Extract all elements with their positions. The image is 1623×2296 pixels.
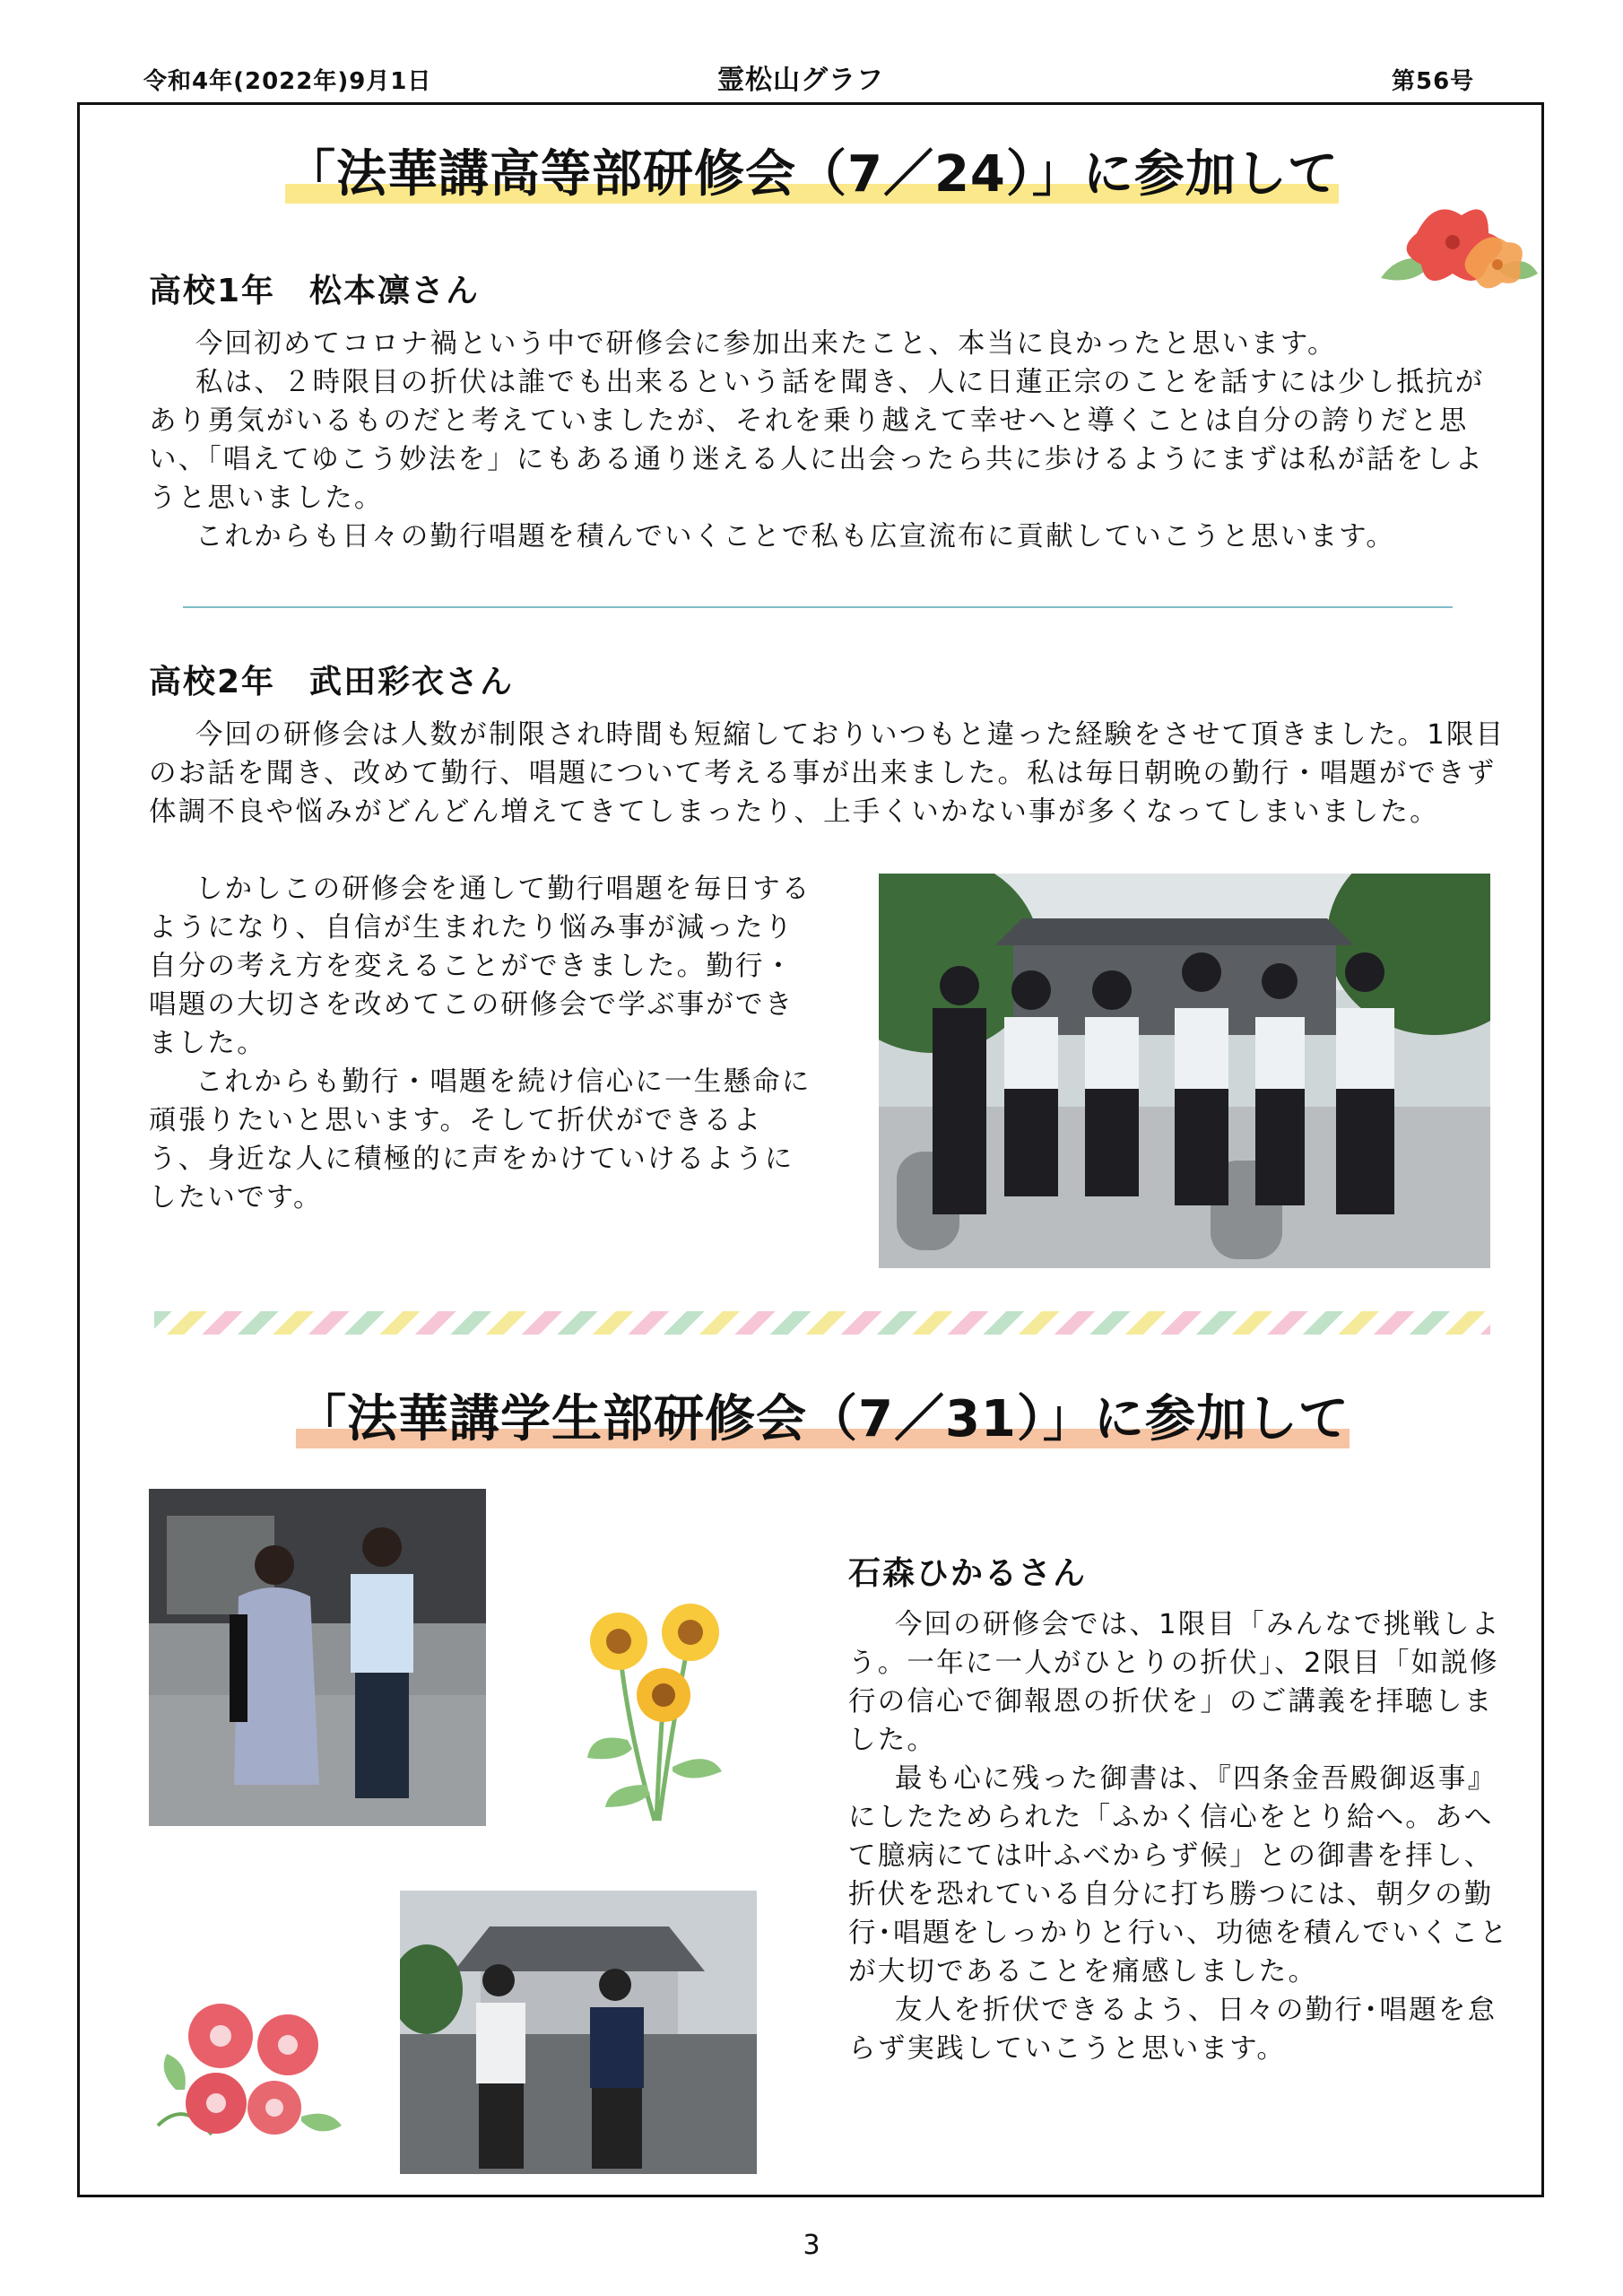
group-photo (879, 874, 1490, 1268)
person3-paragraph: 最も心に残った御書は、『四条金吾殿御返事』にしたためられた「ふかく信心をとり給へ。あへて臆病にては叶ふべからず候」との御書を拝し、折伏を恐れている自分に打ち勝つには、朝夕の勤行･唱題をしっかりと行い、功徳を積んでいくことが大切であることを痛感しました。 (848, 1763, 1509, 1987)
person2-text (149, 870, 812, 1217)
photo-two-men-temple (400, 1891, 757, 2174)
decorative-stripe (154, 1311, 1490, 1335)
person3-text (848, 1605, 1512, 2068)
person1-paragraph: これからも日々の勤行唱題を積んでいくことで私も広宣流布に貢献していこうと思います。 (195, 521, 1396, 552)
page-number: 3 (803, 2230, 820, 2261)
section-divider (183, 606, 1453, 608)
person1-text (149, 325, 1512, 556)
publication-title: 霊松山グラフ (717, 65, 884, 96)
person1-name: 高校1年 松本凛さん (149, 273, 481, 309)
person3-name: 石森ひかるさん (848, 1555, 1088, 1592)
person2-intro (149, 716, 1512, 831)
section2-title: 「法華講学生部研修会（7／31）」に参加して (296, 1390, 1350, 1448)
section1-title-wrap (285, 135, 1339, 206)
hibiscus-illustration (1363, 179, 1542, 305)
issue-date: 令和4年(2022年)9月1日 (143, 68, 432, 95)
issue-number: 第56号 (1392, 68, 1475, 95)
photo-two-people-temple (149, 1489, 486, 1826)
section2-title-wrap (296, 1379, 1350, 1451)
morning-glory-illustration (149, 1991, 355, 2152)
person3-paragraph: 今回の研修会では、1限目「みんなで挑戦しよう。一年に一人がひとりの折伏」、2限目「如説修行の信心で御報恩の折伏を」のご講義を拝聴しました。 (848, 1609, 1501, 1756)
section1-title: 「法華講高等部研修会（7／24）」に参加して (285, 145, 1339, 204)
person2-intro-paragraph: 今回の研修会は人数が制限され時間も短縮しておりいつもと違った経験をさせて頂きました。1限目のお話を聞き、改めて勤行、唱題について考える事が出来ました。私は毎日朝晩の勤行・唱題ができず体調不良や悩みがどんどん増えてきてしまったり、上手くいかない事が多くなってしまいました。 (149, 719, 1506, 828)
person1-paragraph: 私は、２時限目の折伏は誰でも出来るという話を聞き、人に日蓮正宗のことを話すには少し抵抗があり勇気がいるものだと考えていましたが、それを乗り越えて幸せへと導くことは自分の誇りだと思い、「唱えてゆこう妙法を」にもある通り迷える人に出会ったら共に歩けるようにまずは私が話をしようと思いました。 (149, 367, 1485, 514)
person1-paragraph: 今回初めてコロナ禍という中で研修会に参加出来たこと、本当に良かったと思います。 (195, 328, 1337, 360)
person2-paragraph: しかしこの研修会を通して勤行唱題を毎日するようになり、自信が生まれたり悩み事が減ったり自分の考え方を変えることができました。勤行・唱題の大切さを改めてこの研修会で学ぶ事ができました。 (149, 874, 812, 1059)
person2-name: 高校2年 武田彩衣さん (149, 664, 515, 700)
person3-paragraph: 友人を折伏できるよう、日々の勤行･唱題を怠らず実践していこうと思います。 (848, 1995, 1497, 2065)
person2-paragraph: これからも勤行・唱題を続け信心に一生懸命に頑張りたいと思います。そして折伏ができるよう、身近な人に積極的に声をかけていけるようにしたいです。 (149, 1066, 812, 1213)
sunflower-illustration (574, 1578, 735, 1830)
